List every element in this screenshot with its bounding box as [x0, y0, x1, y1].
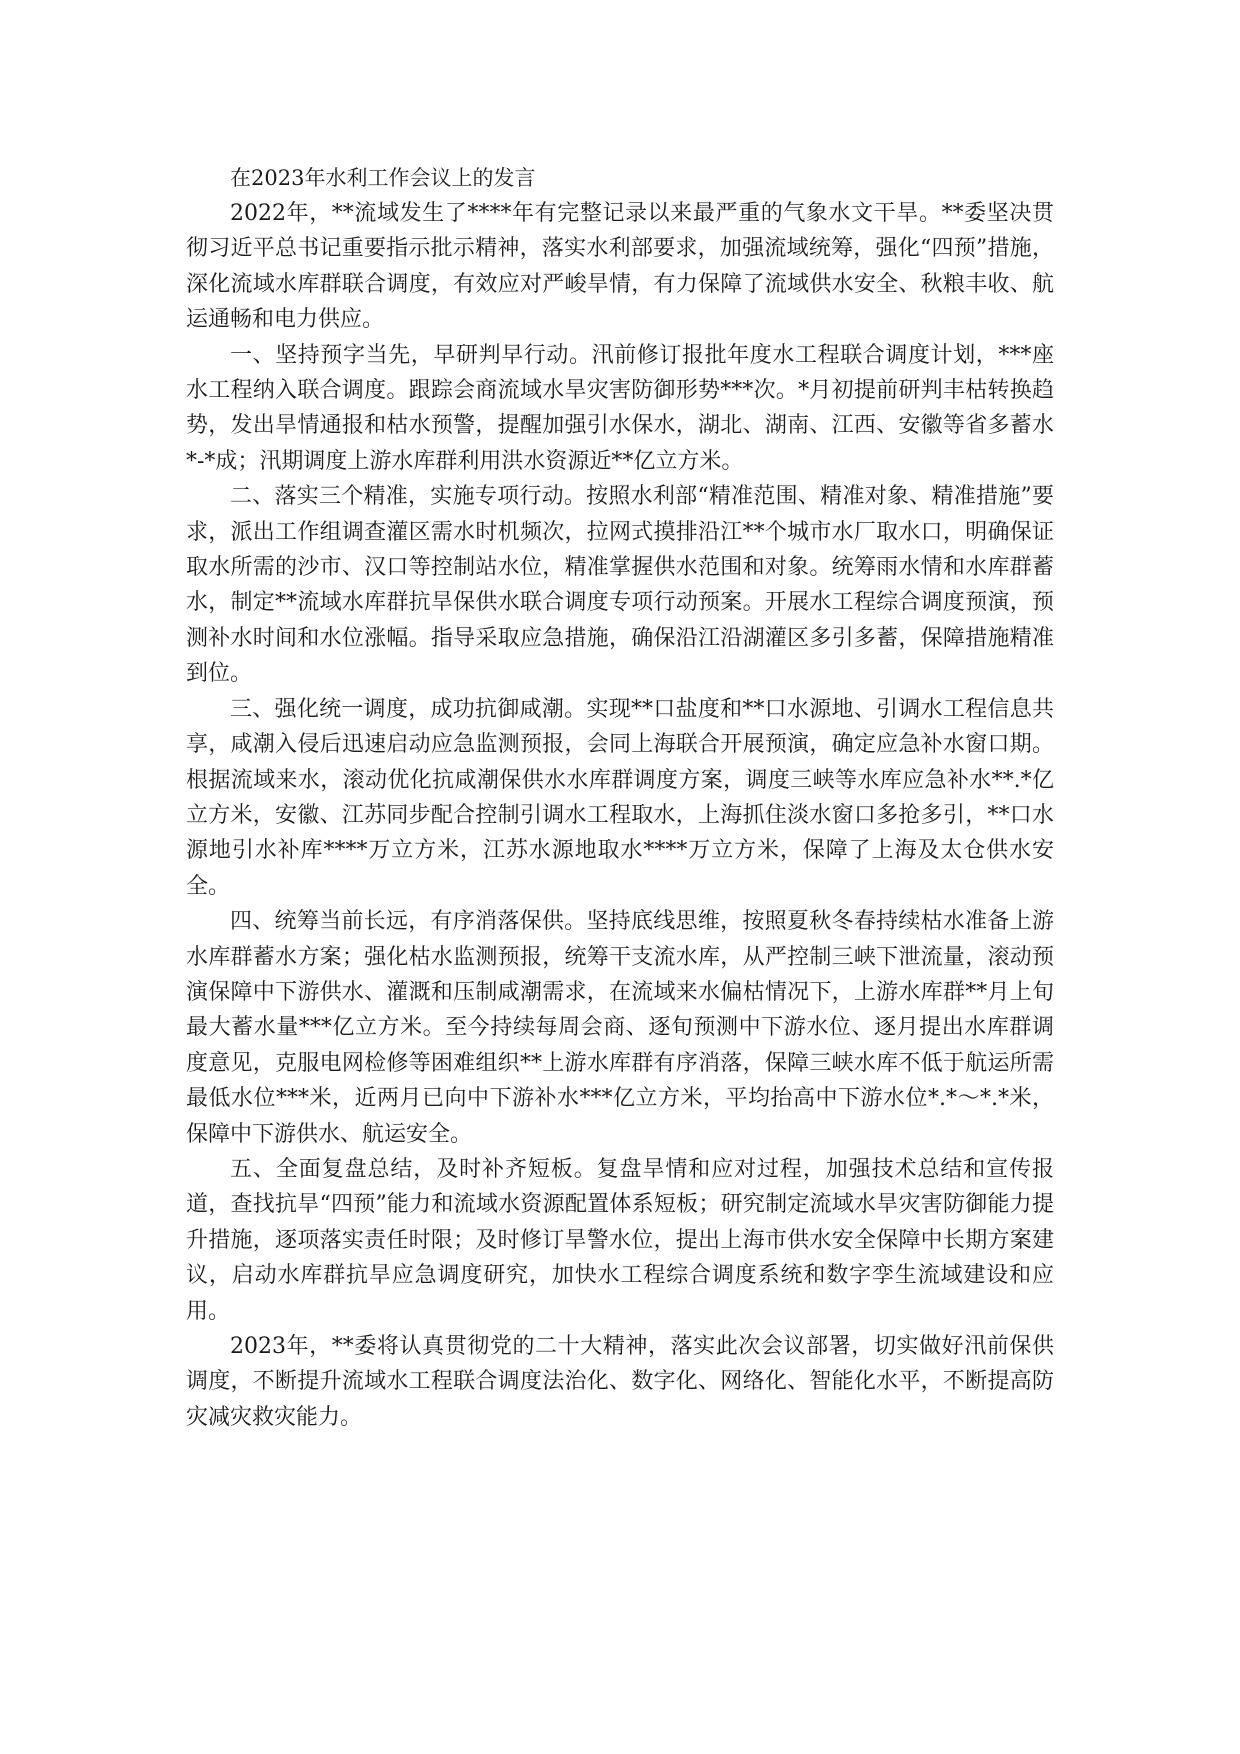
paragraph-section-2: 二、落实三个精准，实施专项行动。按照水利部“精准范围、精准对象、精准措施”要求，派出工作组调查灌区需水时机频次，拉网式摸排沿江**个城市水厂取水口，明确保证取水所需的沙市、汉口等控制站水位，精准掌握供水范围和对象。统筹雨水情和水库群蓄水，制定**流域水库群抗旱保供水联合调度专项行动预案。开展水工程综合调度预演，预测补水时间和水位涨幅。指导采取应急措施，确保沿江沿湖灌区多引多蓄，保障措施精准到位。 [186, 484, 1054, 687]
paragraph-section-1: 一、坚持预字当先，早研判早行动。汛前修订报批年度水工程联合调度计划，***座水工程纳入联合调度。跟踪会商流域水旱灾害防御形势***次。*月初提前研判丰枯转换趋势，发出旱情通报和枯水预警，提醒加强引水保水，湖北、湖南、江西、安徽等省多蓄水*-*成；汛期调度上游水库群利用洪水资源近**亿立方米。 [186, 342, 1054, 474]
paragraph-section-4: 四、统筹当前长远，有序消落保供。坚持底线思维，按照夏秋冬春持续枯水准备上游水库群蓄水方案；强化枯水监测预报，统筹干支流水库，从严控制三峡下泄流量，滚动预演保障中下游供水、灌溉和压制咸潮需求，在流域来水偏枯情况下，上游水库群**月上旬最大蓄水量***亿立方米。至今持续每周会商、逐旬预测中下游水位、逐月提出水库群调度意见，克服电网检修等困难组织**上游水库群有序消落，保障三峡水库不低于航运所需最低水位***米，近两月已向中下游补水***亿立方米，平均抬高中下游水位*.*～*.*米，保障中下游供水、航运安全。 [186, 909, 1054, 1147]
document-body [186, 160, 1054, 1435]
document-title: 在2023年水利工作会议上的发言 [230, 166, 536, 190]
paragraph-intro: 2022年，**流域发生了****年有完整记录以来最严重的气象水文干旱。**委坚决贯彻习近平总书记重要指示批示精神，落实水利部要求，加强流域统筹，强化“四预”措施，深化流域水库群联合调度，有效应对严峻旱情，有力保障了流域供水安全、秋粮丰收、航运通畅和电力供应。 [186, 201, 1054, 333]
paragraph-section-5: 五、全面复盘总结，及时补齐短板。复盘旱情和应对过程，加强技术总结和宣传报道，查找抗旱“四预”能力和流域水资源配置体系短板；研究制定流域水旱灾害防御能力提升措施，逐项落实责任时限；及时修订旱警水位，提出上海市供水安全保障中长期方案建议，启动水库群抗旱应急调度研究，加快水工程综合调度系统和数字孪生流域建设和应用。 [186, 1156, 1054, 1324]
paragraph-section-3: 三、强化统一调度，成功抗御咸潮。实现**口盐度和**口水源地、引调水工程信息共享，咸潮入侵后迅速启动应急监测预报，会同上海联合开展预演，确定应急补水窗口期。根据流域来水，滚动优化抗咸潮保供水水库群调度方案，调度三峡等水库应急补水**.*亿立方米，安徽、江苏同步配合控制引调水工程取水，上海抓住淡水窗口多抢多引，**口水源地引水补库****万立方米，江苏水源地取水****万立方米，保障了上海及太仓供水安全。 [186, 696, 1054, 899]
paragraph-conclusion: 2023年，**委将认真贯彻党的二十大精神，落实此次会议部署，切实做好汛前保供调度，不断提升流域水工程联合调度法治化、数字化、网络化、智能化水平，不断提高防灾减灾救灾能力。 [186, 1334, 1054, 1430]
